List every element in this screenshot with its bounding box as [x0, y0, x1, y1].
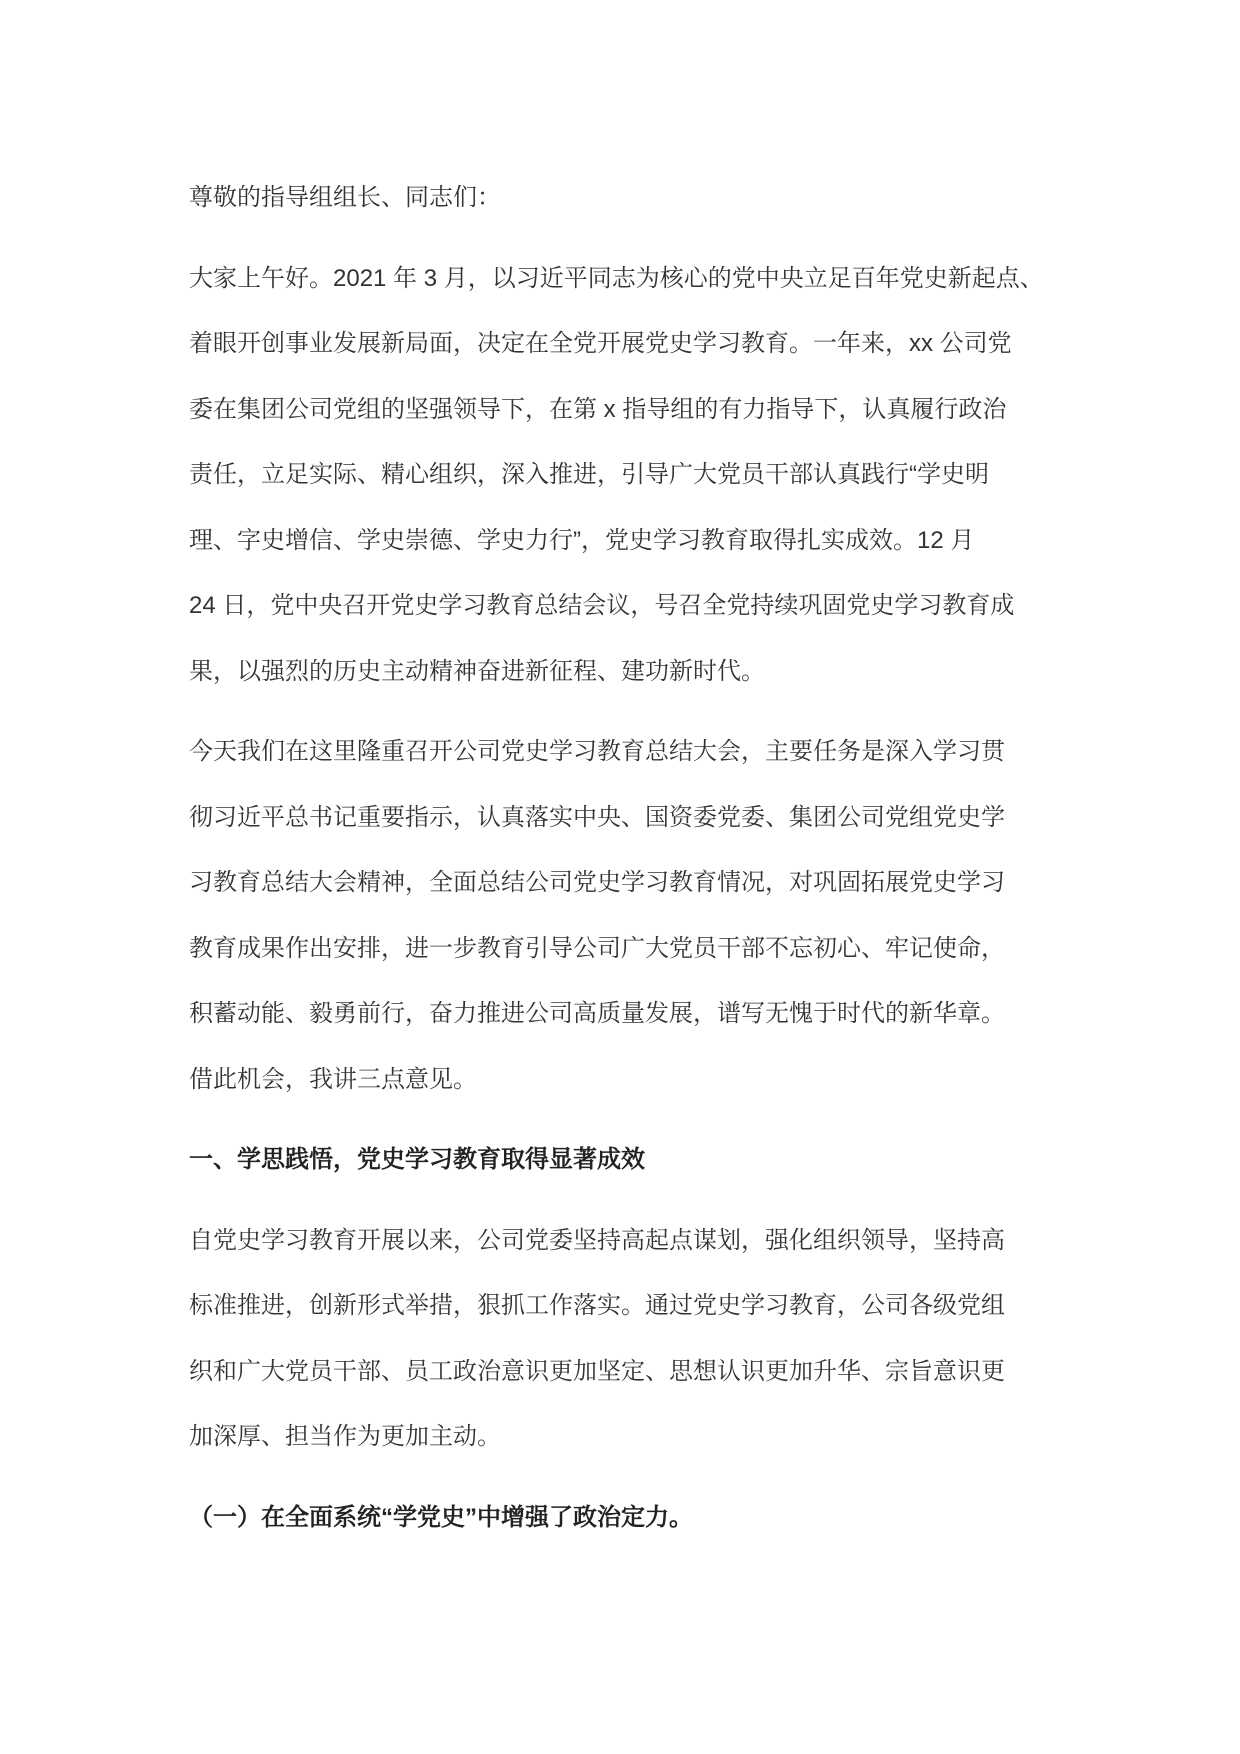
paragraph-line: 今天我们在这里隆重召开公司党史学习教育总结大会，主要任务是深入学习贯: [189, 738, 1005, 765]
salutation: 尊敬的指导组组长、同志们：: [189, 184, 501, 211]
section-heading-block: [189, 1127, 1180, 1193]
subsection-heading-block: [189, 1485, 1180, 1551]
paragraph-line: 24 日，党中央召开党史学习教育总结会议，号召全党持续巩固党史学习教育成: [189, 592, 1015, 619]
paragraph-line: 加深厚、担当作为更加主动。: [189, 1423, 501, 1450]
subsection-heading: （一）在全面系统“学党史”中增强了政治定力。: [189, 1503, 693, 1531]
paragraph-line: 标准推进，创新形式举措，狠抓工作落实。通过党史学习教育，公司各级党组: [189, 1292, 1005, 1319]
paragraph-line: 教育成果作出安排，进一步教育引导公司广大党员干部不忘初心、牢记使命，: [189, 934, 1005, 962]
section-paragraph: [189, 1208, 1180, 1470]
paragraph-line: 织和广大党员干部、员工政治意识更加坚定、思想认识更加升华、宗旨意识更: [189, 1357, 1005, 1385]
paragraph-line: 理、字史增信、学史崇德、学史力行”，党史学习教育取得扎实成效。12 月: [189, 526, 975, 554]
paragraph-line: 积蓄动能、毅勇前行，奋力推进公司高质量发展，谱写无愧于时代的新华章。: [189, 1000, 1005, 1027]
paragraph-line: 委在集团公司党组的坚强领导下，在第 x 指导组的有力指导下，认真履行政治: [189, 395, 1007, 423]
salutation-block: [189, 165, 1180, 231]
paragraph-line: 自党史学习教育开展以来，公司党委坚持高起点谋划，强化组织领导，坚持高: [189, 1226, 1005, 1254]
purpose-paragraph: [189, 719, 1180, 1112]
paragraph-line: 大家上午好。2021 年 3 月，以习近平同志为核心的党中央立足百年党史新起点、: [189, 264, 1044, 292]
paragraph-line: 借此机会，我讲三点意见。: [189, 1065, 477, 1093]
paragraph-line: 着眼开创事业发展新局面，决定在全党开展党史学习教育。一年来，xx 公司党: [189, 330, 1012, 357]
intro-paragraph: [189, 246, 1180, 705]
section-heading: 一、学思践悟，党史学习教育取得显著成效: [189, 1146, 645, 1173]
paragraph-line: 彻习近平总书记重要指示，认真落实中央、国资委党委、集团公司党组党史学: [189, 803, 1005, 831]
paragraph-line: 责任，立足实际、精心组织，深入推进，引导广大党员干部认真践行“学史明: [189, 461, 989, 488]
paragraph-line: 果，以强烈的历史主动精神奋进新征程、建功新时代。: [189, 657, 765, 685]
paragraph-line: 习教育总结大会精神，全面总结公司党史学习教育情况，对巩固拓展党史学习: [189, 869, 1005, 896]
